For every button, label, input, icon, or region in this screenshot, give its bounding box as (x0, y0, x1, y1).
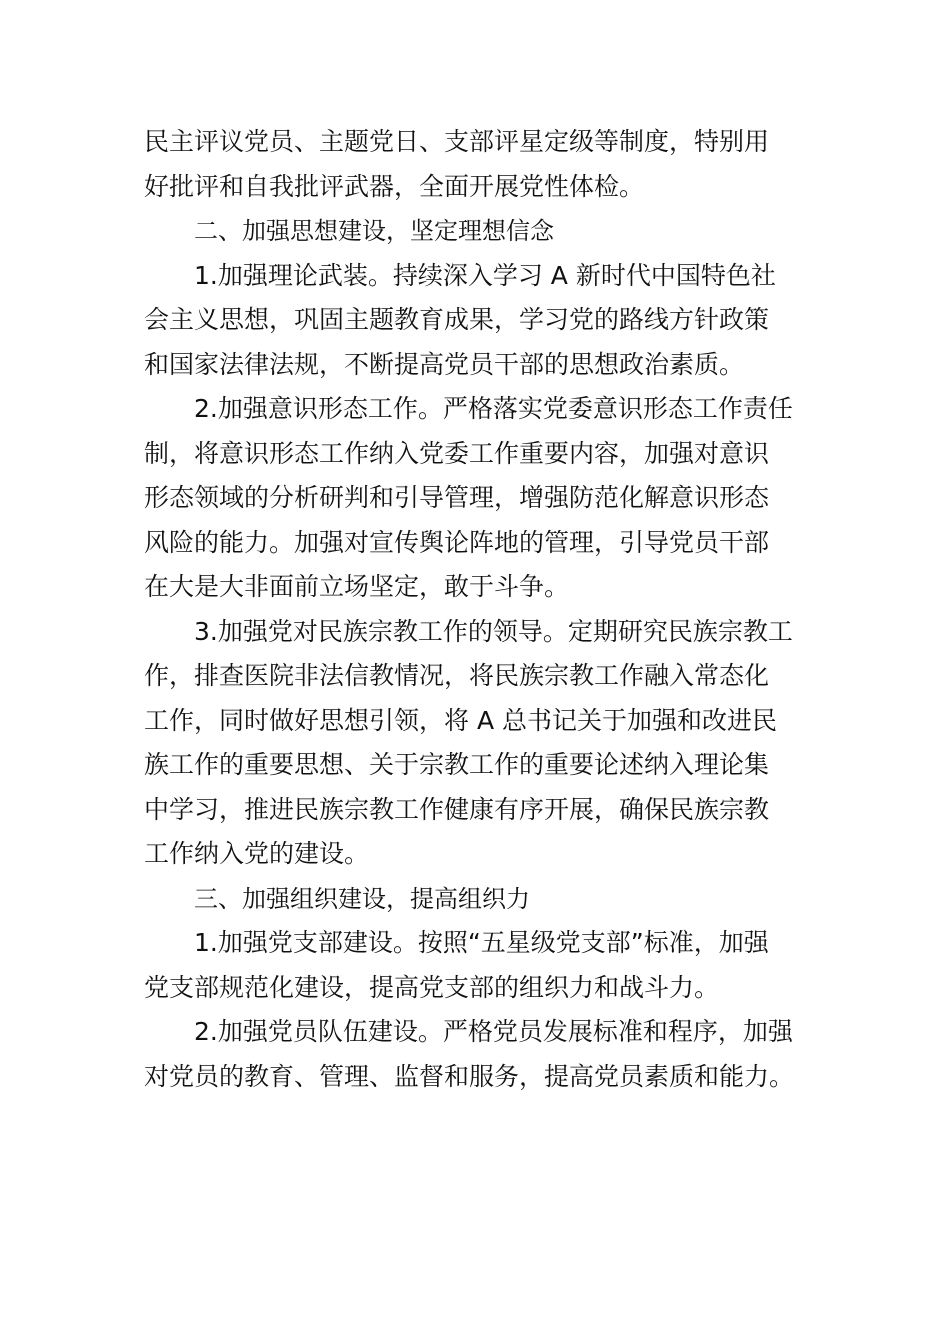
paragraph-line: 形态领域的分析研判和引导管理，增强防范化解意识形态 (144, 483, 770, 512)
paragraph-line: 中学习，推进民族宗教工作健康有序开展，确保民族宗教 (144, 794, 770, 824)
paragraph-line: 1.加强党支部建设。按照“五星级党支部”标准，加强 (194, 928, 769, 957)
paragraph-line: 会主义思想，巩固主题教育成果，学习党的路线方针政策 (144, 305, 770, 334)
paragraph-line: 2.加强意识形态工作。严格落实党委意识形态工作责任 (194, 394, 793, 423)
paragraph-line: 工作，同时做好思想引领，将 A 总书记关于加强和改进民 (144, 705, 777, 735)
paragraph-line: 工作纳入党的建设。 (144, 839, 370, 868)
paragraph-line: 好批评和自我批评武器，全面开展党性体检。 (144, 171, 645, 201)
paragraph-line: 民主评议党员、主题党日、支部评星定级等制度，特别用 (144, 127, 770, 156)
section-heading: 三、加强组织建设，提高组织力 (194, 884, 530, 913)
paragraph-line: 和国家法律法规，不断提高党员干部的思想政治素质。 (144, 349, 745, 379)
paragraph-line: 制，将意识形态工作纳入党委工作重要内容，加强对意识 (144, 438, 770, 468)
paragraph-line: 1.加强理论武装。持续深入学习 A 新时代中国特色社 (194, 260, 776, 290)
paragraph-line: 3.加强党对民族宗教工作的领导。定期研究民族宗教工 (194, 616, 793, 646)
section-heading: 二、加强思想建设，坚定理想信念 (194, 217, 554, 245)
paragraph-line: 风险的能力。加强对宣传舆论阵地的管理，引导党员干部 (144, 527, 770, 557)
paragraph-line: 作，排查医院非法信教情况，将民族宗教工作融入常态化 (144, 661, 770, 690)
paragraph-line: 在大是大非面前立场坚定，敢于斗争。 (144, 572, 570, 601)
paragraph-line: 对党员的教育、管理、监督和服务，提高党员素质和能力。 (144, 1061, 795, 1091)
paragraph-line: 2.加强党员队伍建设。严格党员发展标准和程序，加强 (194, 1017, 793, 1046)
paragraph-line: 党支部规范化建设，提高党支部的组织力和战斗力。 (144, 972, 720, 1002)
paragraph-line: 族工作的重要思想、关于宗教工作的重要论述纳入理论集 (144, 750, 770, 779)
document-body (144, 120, 808, 1099)
